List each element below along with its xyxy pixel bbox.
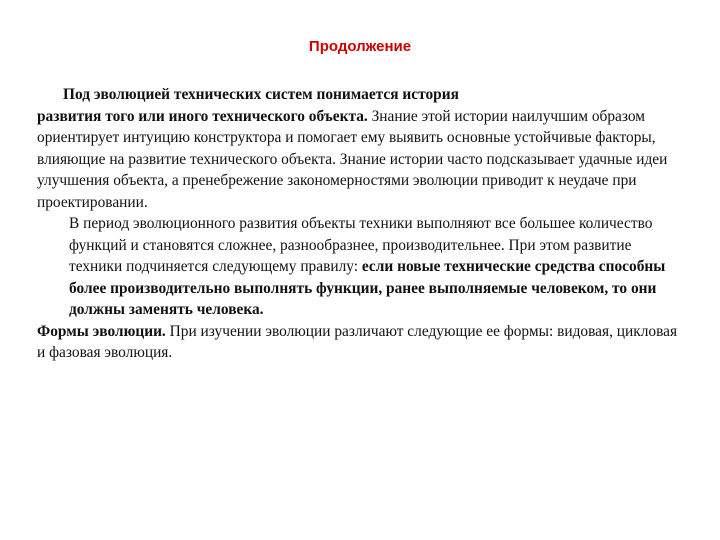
rule-bold-text: если новые технические средства способны более производительно выполнять функции, ранее выполняемые человеком, то они должны заменять человека. [69, 258, 666, 318]
forms-text: При изучении эволюции различают следующие ее формы: видовая, цикловая и фазовая эволюция. [37, 322, 678, 361]
definition-bold-line1: Под эволюцией технических систем понимается история [63, 86, 459, 103]
definition-text: Знание этой истории наилучшим образом ориентирует интуицию конструктора и помогает ему выявить основные устойчивые факторы, влияющие на развитие технического объекта. Знание истории часто подсказывает удачные идеи улучшения объекта, а пренебрежение закономерностями эволюции приводит к неудаче при проектировании. [37, 107, 668, 211]
paragraph-rule [37, 213, 687, 321]
paragraph-definition [37, 106, 687, 214]
slide-body [37, 84, 687, 364]
slide-title: Продолжение [308, 38, 412, 55]
paragraph-forms [37, 321, 687, 364]
forms-heading: Формы эволюции. [37, 322, 166, 340]
paragraph-definition-heading [37, 84, 687, 106]
definition-bold-line2: развития того или иного технического объекта. [37, 107, 368, 125]
rule-intro-text: В период эволюционного развития объекты техники выполняют все большее количество функций и становятся сложнее, разнообразнее, производительнее. При этом развитие техники подчиняется следующему правилу: [69, 215, 653, 275]
